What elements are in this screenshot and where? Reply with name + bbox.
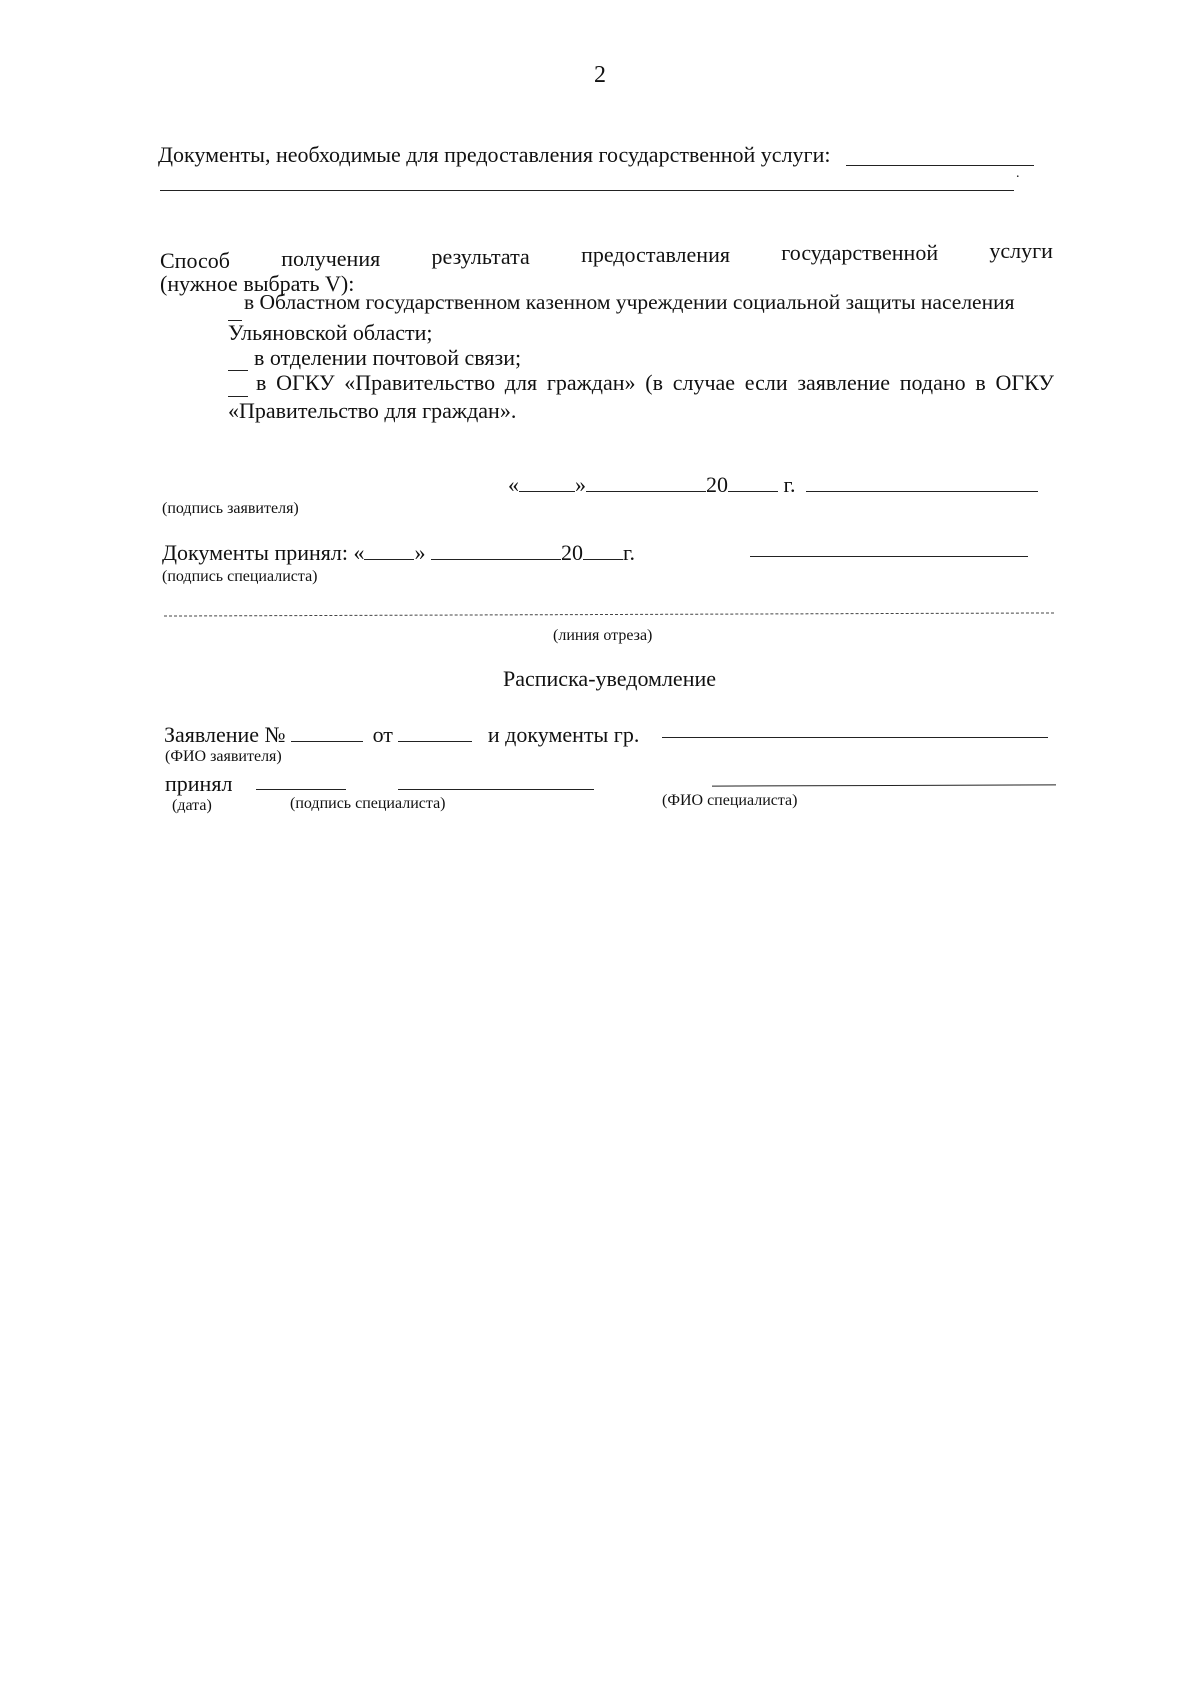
documents-required-label [158, 142, 830, 168]
option3-word: (в [645, 370, 663, 395]
docs-label: и документы гр. [487, 722, 640, 747]
cut-line-caption: (линия отреза) [553, 627, 653, 644]
fio-specialist-caption: (ФИО специалиста) [662, 792, 798, 809]
option3-word: если [744, 370, 788, 395]
option3-word: заявление [797, 370, 891, 395]
option3-word: в [975, 370, 986, 395]
receipt-signature-field[interactable] [398, 789, 594, 790]
option3-word: случае [672, 370, 736, 395]
applicant-date-row [508, 472, 796, 498]
documents-label-text: Документы, необходимые для предоставления государственной услуги: [158, 142, 831, 167]
quote-close: » [414, 540, 426, 565]
accepted-by-label: принял [165, 771, 233, 796]
option3-checkbox-line[interactable] [228, 396, 248, 397]
method-word: государственной [781, 240, 939, 265]
option3-word: ОГКУ [995, 370, 1054, 395]
option3-word: ОГКУ [276, 370, 335, 395]
option3-text-cont: «Правительство для граждан». [228, 398, 517, 423]
accepted-year-field[interactable] [583, 559, 623, 560]
method-word: результата [431, 244, 530, 269]
year-suffix: г. [622, 540, 636, 565]
specialist-fio-field[interactable] [712, 784, 1056, 786]
documents-end-period: . [1016, 166, 1020, 181]
accepted-signature-caption: (подпись специалиста) [162, 568, 318, 585]
method-heading [160, 238, 1053, 273]
accepted-day-field[interactable] [364, 559, 414, 560]
applicant-signature-caption: (подпись заявителя) [162, 500, 299, 517]
date-caption: (дата) [172, 797, 212, 814]
cut-line [164, 612, 1054, 616]
option3-word: граждан» [546, 370, 636, 395]
from-label: от [372, 722, 393, 747]
method-word: получения [281, 246, 381, 271]
accepted-signature-field[interactable] [750, 556, 1028, 557]
option3-text [256, 370, 1054, 396]
applicant-fio-field[interactable] [662, 737, 1048, 738]
option3-word: «Правительство [344, 370, 496, 395]
accepted-row [162, 540, 635, 566]
fio-applicant-caption: (ФИО заявителя) [165, 748, 282, 765]
option3-word: в [256, 370, 267, 395]
option3-word: для [504, 370, 538, 395]
option3-word: подано [899, 370, 966, 395]
applicant-day-field[interactable] [519, 491, 575, 492]
quote-close: » [575, 472, 586, 497]
receipt-statement-row [164, 722, 639, 748]
quote-open: « [508, 472, 519, 497]
method-word: услуги [989, 238, 1053, 263]
option2-checkbox-line[interactable] [228, 370, 248, 371]
option2-text: в отделении почтовой связи; [254, 345, 522, 370]
statement-label: Заявление № [164, 722, 286, 747]
receipt-date-field[interactable] [256, 789, 346, 790]
method-word: Способ [160, 248, 230, 273]
applicant-signature-field[interactable] [806, 491, 1038, 492]
applicant-month-field[interactable] [586, 491, 706, 492]
accepted-label: Документы принял: « [162, 540, 365, 565]
option1-text: в Областном государственном казенном учреждении социальной защиты населения [244, 290, 1015, 314]
year-prefix: 20 [560, 540, 583, 565]
method-word: предоставления [581, 242, 730, 267]
option1-text-cont: Ульяновской области; [228, 320, 433, 345]
page-number: 2 [594, 62, 606, 88]
choose-hint: (нужное выбрать V): [160, 271, 355, 296]
documents-field-line-1[interactable] [846, 165, 1034, 166]
receipt-title: Расписка-уведомление [503, 666, 717, 691]
applicant-year-field[interactable] [728, 491, 778, 492]
year-suffix: г. [783, 472, 796, 497]
documents-field-line-2[interactable] [160, 190, 1014, 191]
signature-caption: (подпись специалиста) [290, 795, 446, 812]
statement-date-field[interactable] [398, 741, 472, 742]
statement-number-field[interactable] [291, 741, 363, 742]
accepted-month-field[interactable] [431, 559, 561, 560]
year-prefix: 20 [706, 472, 728, 497]
